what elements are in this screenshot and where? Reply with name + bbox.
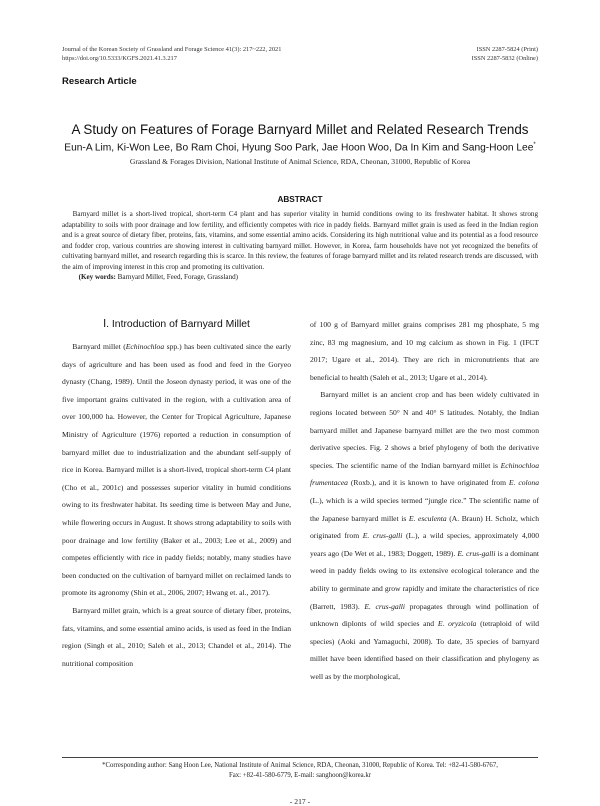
issn-block (472, 46, 538, 63)
column-right (310, 316, 539, 685)
species-name: E. crus-galli (364, 601, 406, 611)
authors-text: Eun-A Lim, Ki-Won Lee, Bo Ram Choi, Hyung Soo Park, Jae Hoon Woo, Da In Kim and Sang-Hoon Lee (64, 142, 534, 154)
text-run: (L.), a wild species, approximately 4,000 years ago (De Wet et al., 1983; Doggett, 1989). (310, 531, 539, 558)
abstract-heading: ABSTRACT (277, 195, 323, 204)
journal-header (62, 46, 281, 63)
species-name: Echinochloa (125, 342, 165, 351)
species-name: E. crus-galli (362, 531, 403, 541)
text-run: (tetraploid of wild species) (Aoki and Yamaguchi, 2008). To date, 35 species of barnyard millet have been identified based on their classification and phylogeny as well as by the morphological, (310, 619, 539, 681)
corresponding-mark: * (533, 142, 536, 148)
column-left (62, 316, 291, 672)
corresponding-footnote (62, 761, 538, 781)
text-run: is a dominant weed in paddy fields owing to its extensive ecological tolerance and the ability to germinate and grow rapidly and imitate the characteristics of rice (Barrett, 1983). (310, 548, 539, 611)
article-type: Research Article (62, 76, 137, 87)
footnote-line-1: *Corresponding author: Sang Hoon Lee, National Institute of Animal Science, RDA, Cheonan, 31000, Republic of Korea. Tel: +82-41-580-6767, (102, 762, 498, 769)
issn-online: ISSN 2287-5832 (Online) (471, 54, 538, 62)
paragraph-3: of 100 g of Barnyard millet grains comprises 281 mg phosphate, 5 mg zinc, 83 mg magnesium, and 10 mg calcium as shown in Fig. 1 (IFCT 2017; Ugare et al., 2014). They are rich in micronutrients that are beneficial to health (Saleh et al., 2013; Ugare et al., 2014). (310, 320, 539, 382)
text-run: propagates through wind pollination of unknown diplonts of wild species and (310, 601, 540, 629)
text-run: Barnyard millet is an ancient crop and has been widely cultivated in regions located between 50° N and 40° S latitudes. Notably, the Indian barnyard millet and Japanese barnyard millet are the two most common derivative species. Fig. 2 shows a brief phylogeny of both the derivative species. The scientific name of the Indian barnyard millet is (310, 390, 539, 470)
paragraph-2: Barnyard millet grain, which is a great source of dietary fiber, proteins, fats, vitamins, and some essential amino acids, is used as feed in the Indian region (Singh et al., 2010; Saleh et al., 2013; Chandel et al., 2014). The nutritional composition (62, 605, 291, 668)
author-list (40, 142, 560, 153)
species-name: E. crus-galli (457, 548, 496, 558)
species-name: E. esculenta (408, 513, 447, 523)
footnote-divider (62, 757, 538, 758)
text-run: Barnyard millet ( (72, 342, 126, 351)
paper-title: A Study on Features of Forage Barnyard Millet and Related Research Trends (71, 122, 529, 137)
page-number: - 217 - (289, 797, 311, 806)
species-name: Echinochloa frumentacea (310, 460, 539, 488)
abstract-body (62, 209, 538, 283)
text-run: (L.), which is a wild species termed “jungle rice.” The scientific name of the Japanese barnyard millet is (310, 495, 539, 523)
abstract-text: Barnyard millet is a short-lived tropical, short-term C4 plant and has superior vitality in humid conditions owing to its freshwater habitat. It shows strong adaptability to soils with poor drainage and low fertility, and efficiently competes with rice in paddy fields. Barnyard millet grain is used as feed in the Indian region and is a great source of dietary fiber, proteins, fats, vitamins, and some essential amino acids. Considering its high nutritional value and its potential as a food resource and fodder crop, various countries are showing interest in cultivating barnyard millet. However, in Korea, farm households have not yet recognized the benefits of cultivating barnyard millet, and research regarding this is scarce. In this review, the features of forage barnyard millet and its related research trends are discussed, with the aim of improving interest in this crop and promoting its cultivation. (62, 210, 538, 271)
text-run: (A. Braun) H. Scholz, which originated from (310, 513, 539, 541)
keywords-list: Barnyard Millet, Feed, Forage, Grassland) (117, 273, 239, 281)
species-name: E. colona (508, 478, 539, 488)
keywords-label: (Key words: (78, 273, 116, 281)
keywords (62, 272, 538, 283)
paragraph-4 (310, 386, 539, 685)
issn-print: ISSN 2287-5824 (Print) (476, 46, 538, 53)
journal-citation: Journal of the Korean Society of Grassland and Forage Science 41(3): 217~222, 2021 (62, 46, 282, 53)
text-run: (Roxb.), and it is known to have originated from (347, 478, 509, 488)
footnote-line-2: Fax: +82-41-580-6779, E-mail: sanghoon@korea.kr (228, 771, 372, 779)
section-heading: Ⅰ. Introduction of Barnyard Millet (103, 319, 250, 330)
species-name: E. oryzicola (437, 619, 477, 629)
doi-link[interactable]: https://doi.org/10.5333/KGFS.2021.41.3.217 (62, 54, 177, 62)
paragraph-1 (62, 338, 291, 602)
text-run: spp.) has been cultivated since the early days of agriculture and has been used as food and feed in the Goryeo dynasty (Chang, 1989). Until the Joseon dynasty period, it was one of the five important grains cultivated in the region, with a cultivation area of over 100,000 ha. However, the Center for Tropical Agriculture, Japanese Ministry of Agriculture (1976) reported a reduction in consumption of barnyard millet due to industrialization and the abundant self-supply of rice in Korea. Barnyard millet is a short-lived, tropical short-term C4 plant (Cho et al., 2001c) and possesses superior vitality in humid conditions owing to its freshwater habitat. Its seeding time is between May and June, while flowering occurs in August. It shows strong adaptability to soils with poor drainage and low fertility (Baker et al., 2003; Lee et al., 2009) and competes efficiently with rice in paddy fields; notably, many studies have been conducted on the cultivation of barnyard millet on reclaimed lands to promote its agronomy (Shin et al., 2006, 2007; Hwang et. al., 2017). (62, 342, 291, 598)
affiliation: Grassland & Forages Division, National Institute of Animal Science, RDA, Cheonan, 31000, Republic of Korea (129, 157, 471, 166)
